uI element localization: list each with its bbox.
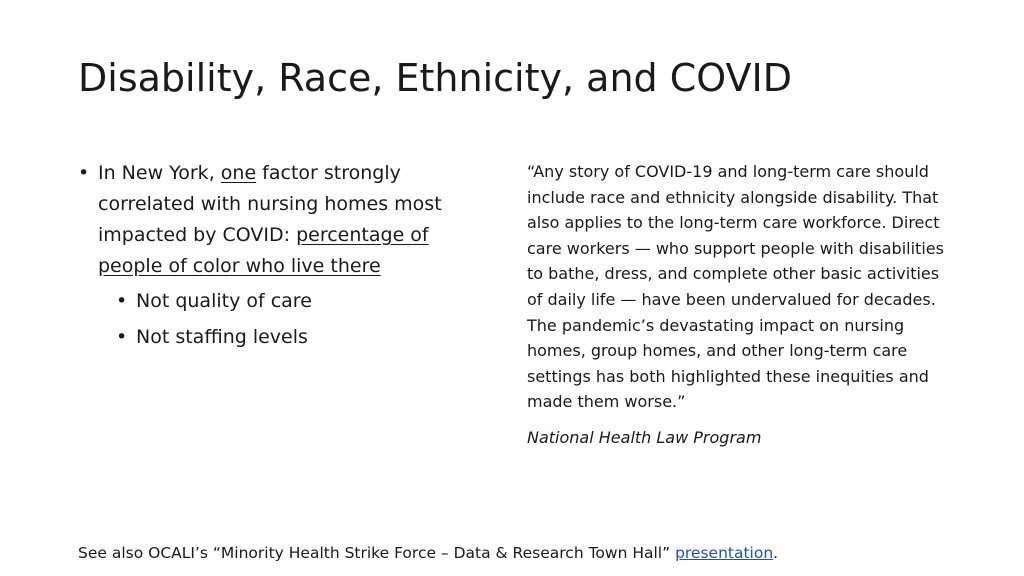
main-bullet-text-part2: factor strongly correlated with nursing homes most impacted by COVID:	[98, 162, 442, 246]
footer-text: See also OCALI’s “Minority Health Strike Force – Data & Research Town Hall”	[78, 544, 676, 562]
sub-bullet-quality	[78, 286, 478, 317]
quote-text: “Any story of COVID-19 and long-term care should include race and ethnicity alongside disability. That also applies to the long-term care workforce. Direct care workers — who support people with disabilities to bathe, dress, and complete other basic activities of daily life — have been undervalued for decades. The pandemic’s devastating impact on nursing homes, group homes, and other long-term care settings has both highlighted these inequities and made them worse.”	[527, 162, 944, 412]
footer-note	[78, 541, 778, 565]
sub-bullet-text: Not staffing levels	[136, 326, 308, 348]
sub-bullet-marker: •	[116, 290, 128, 312]
main-bullet-underlined-one: one	[220, 162, 257, 184]
slide-title: Disability, Race, Ethnicity, and COVID	[78, 56, 792, 100]
sub-bullet-staffing	[78, 322, 478, 353]
main-bullet	[78, 158, 478, 282]
presentation-link[interactable]: presentation	[675, 544, 774, 562]
sub-bullet-list	[78, 286, 478, 353]
main-bullet-text-part1: In New York,	[98, 162, 221, 184]
left-bullet-column	[78, 158, 478, 358]
bullet-marker: •	[78, 162, 90, 184]
main-bullet-underlined-percentage: percentage of people of color who live there	[98, 224, 429, 277]
sub-bullet-text: Not quality of care	[136, 290, 312, 312]
quote-column	[527, 159, 957, 451]
sub-bullet-marker: •	[116, 326, 128, 348]
quote-attribution: National Health Law Program	[527, 427, 762, 447]
footer-end: .	[773, 544, 779, 562]
